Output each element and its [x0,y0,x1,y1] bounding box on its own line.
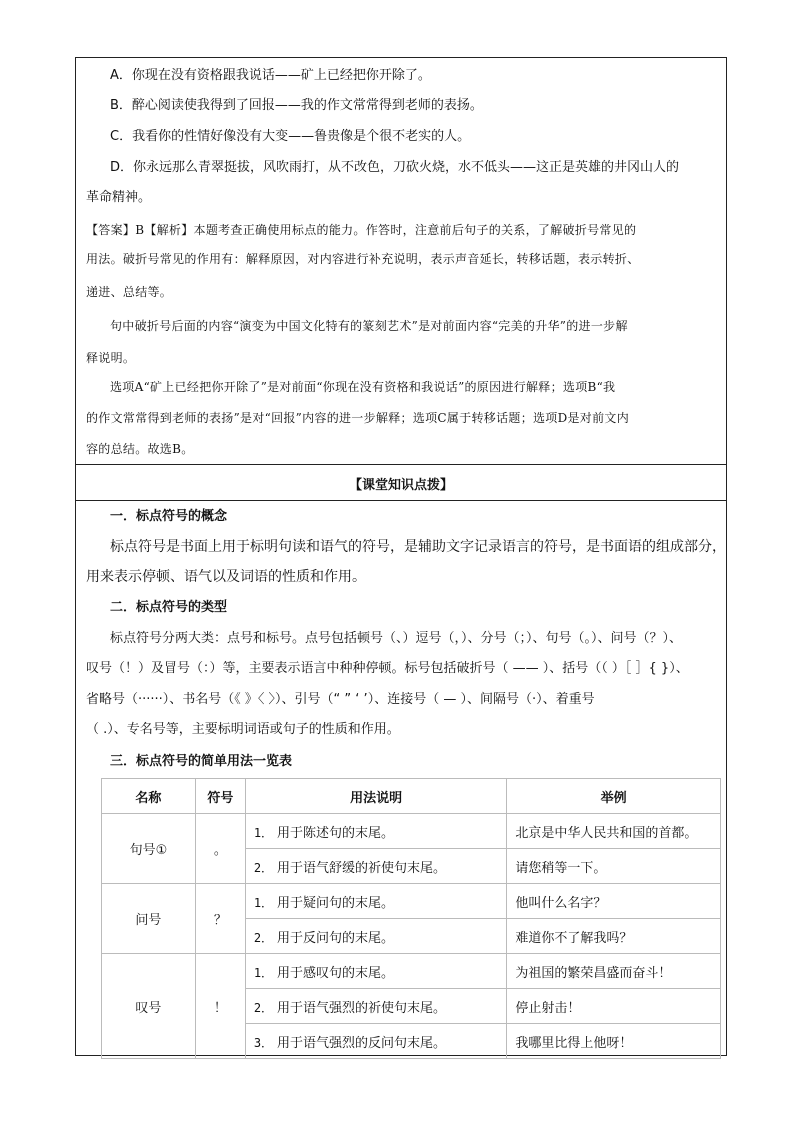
example-cell: 北京是中华人民共和国的首都。 [507,814,721,849]
mark-name: 叹号 [102,954,196,1059]
table-row [102,814,721,849]
answer-line4: 句中破折号后面的内容“演变为中国文化特有的篆刻艺术”是对前面内容“完美的升华”的进一步解 [110,319,628,333]
usage-table [101,778,721,1059]
usage-text: 用于疑问句的末尾。 [277,895,395,911]
document-frame [75,57,727,1056]
answer-line2: 用法。破折号常见的作用有：解释原因，对内容进行补充说明，表示声音延长，转移话题，表示转折、 [86,252,640,266]
usage-cell [245,989,507,1024]
option-c: C．我看你的性情好像没有大变——鲁贵像是个很不老实的人。 [110,129,471,144]
table-row [102,884,721,919]
example-cell: 难道你不了解我吗？ [507,919,721,954]
heading-table: 三．标点符号的简单用法一览表 [110,754,293,769]
usage-number: 2． [253,930,274,945]
option-d-line1: D．你永远那么青翠挺拔，风吹雨打，从不改色，刀砍火烧，水不低头——这正是英雄的井冈山人的 [110,160,680,175]
table-header-row [102,779,721,814]
types-line3: 省略号（······）、书名号（《 》〈 〉）、引号（“ ” ‘ ’）、连接号（ — ）、间隔号（·）、着重号 [86,692,595,707]
example-cell: 我哪里比得上他呀！ [507,1024,721,1059]
answer-line1: 【答案】B【解析】本题考查正确使用标点的能力。作答时，注意前后句子的关系，了解破折号常见的 [86,223,637,237]
usage-number: 1． [253,895,274,910]
example-cell: 停止射击！ [507,989,721,1024]
usage-cell [245,1024,507,1059]
usage-text: 用于语气强烈的祈使句末尾。 [277,1000,447,1016]
header-example: 举例 [507,779,721,814]
table-row [102,954,721,989]
types-line4: （ .）、专名号等，主要标明词语或句子的性质和作用。 [86,722,400,737]
option-a: A．你现在没有资格跟我说话——矿上已经把你开除了。 [110,68,431,83]
usage-text: 用于陈述句的末尾。 [277,825,395,841]
example-cell: 他叫什么名字？ [507,884,721,919]
mark-symbol: 。 [195,814,245,884]
answer-line8: 容的总结。故选B。 [86,442,194,456]
mark-name: 句号① [102,814,196,884]
answer-line5: 释说明。 [86,351,136,365]
header-name: 名称 [102,779,196,814]
usage-number: 2． [253,860,274,875]
example-cell: 为祖国的繁荣昌盛而奋斗！ [507,954,721,989]
heading-types: 二．标点符号的类型 [110,600,228,615]
header-usage: 用法说明 [245,779,507,814]
usage-cell [245,849,507,884]
heading-concept: 一．标点符号的概念 [110,509,228,524]
usage-text: 用于语气强烈的反问句末尾。 [277,1035,447,1051]
usage-number: 3． [253,1035,274,1050]
section-title-row [76,464,726,501]
usage-text: 用于反问句的末尾。 [277,930,395,946]
answer-line6: 选项A“矿上已经把你开除了”是对前面“你现在没有资格和我说话”的原因进行解释；选项B“我 [110,380,616,394]
usage-cell [245,884,507,919]
question-section [76,58,726,465]
mark-symbol: ！ [195,954,245,1059]
usage-text: 用于语气舒缓的祈使句末尾。 [277,860,447,876]
answer-line7: 的作文常常得到老师的表扬”是对“回报”内容的进一步解释；选项C属于转移话题；选项D是对前文内 [86,411,630,425]
usage-number: 1． [253,825,274,840]
usage-text: 用于感叹句的末尾。 [277,965,395,981]
mark-symbol: ？ [195,884,245,954]
mark-name: 问号 [102,884,196,954]
answer-line3: 递进、总结等。 [86,285,173,299]
usage-cell [245,814,507,849]
usage-number: 1． [253,965,274,980]
option-d-line2: 革命精神。 [86,190,152,205]
usage-cell [245,919,507,954]
example-cell: 请您稍等一下。 [507,849,721,884]
header-symbol: 符号 [195,779,245,814]
concept-line2: 用来表示停顿、语气以及词语的性质和作用。 [86,569,366,585]
usage-number: 2． [253,1000,274,1015]
option-b: B．醉心阅读使我得到了回报——我的作文常常得到老师的表扬。 [110,98,483,113]
types-line2: 叹号（！）及冒号（：）等，主要表示语言中种种停顿。标号包括破折号（ —— ）、括号（（ ）［ ］{ }）、 [86,661,689,676]
section-title: 【课堂知识点拨】 [348,478,453,493]
usage-cell [245,954,507,989]
concept-line1: 标点符号是书面上用于标明句读和语气的符号，是辅助文字记录语言的符号，是书面语的组成部分， [110,539,726,555]
types-line1: 标点符号分两大类：点号和标号。点号包括顿号（、）逗号（，）、分号（；）、句号（。）、问号（？）、 [110,631,683,646]
